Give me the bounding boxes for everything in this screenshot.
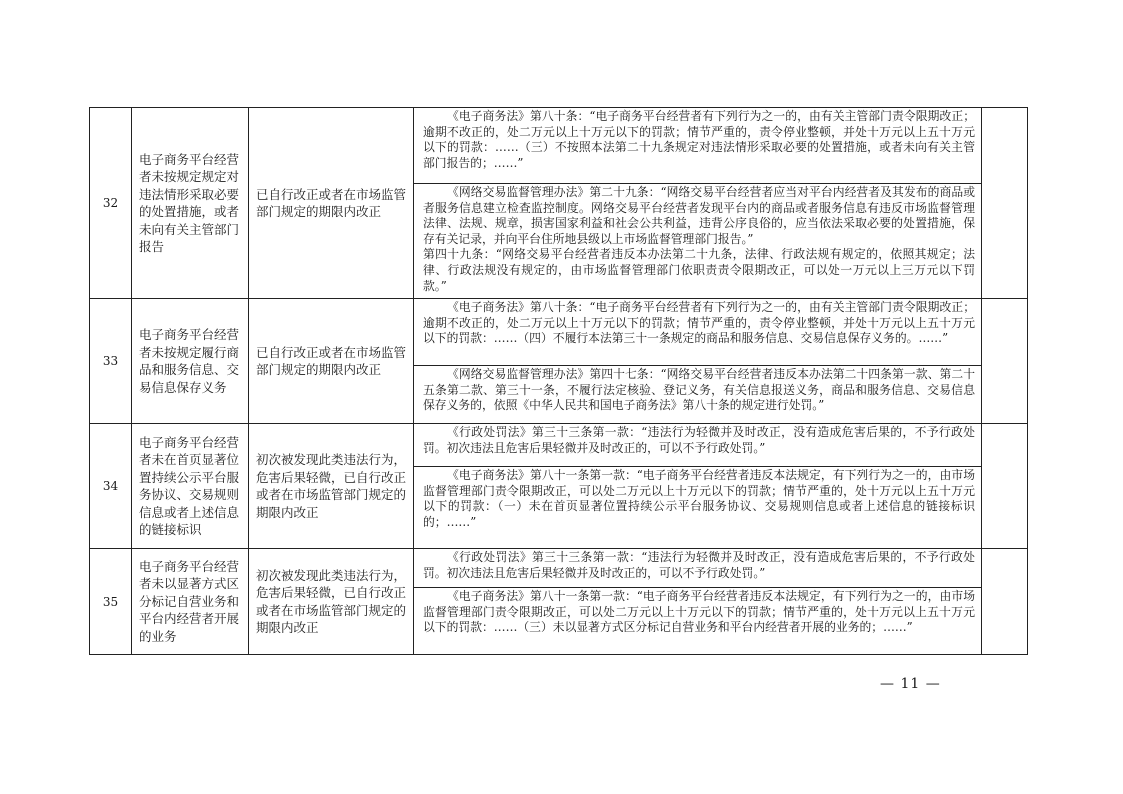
measures-table-container xyxy=(89,107,1027,655)
violation-cell xyxy=(132,108,249,299)
violation-cell xyxy=(132,299,249,424)
condition-cell xyxy=(249,108,414,299)
table-row xyxy=(90,424,1028,549)
remarks-cell xyxy=(982,108,1028,299)
condition-cell xyxy=(249,299,414,424)
condition-text: 初次被发现此类违法行为，危害后果轻微，已自行改正或者在市场监管部门规定的期限内改正 xyxy=(256,452,407,520)
table-row xyxy=(90,299,1028,424)
row-number: 33 xyxy=(90,299,132,424)
legal-basis-text: 《电子商务法》第八十条：“电子商务平台经营者有下列行为之一的，由有关主管部门责令限期改正；逾期不改正的，处二万元以上十万元以下的罚款；情节严重的，责令停业整顿，并处十万元以上五十万元以下的罚款：……（四）不履行本法第三十一条规定的商品和服务信息、交易信息保存义务的。……” xyxy=(423,300,975,346)
legal-basis-text: 《电子商务法》第八十一条第一款：“电子商务平台经营者违反本法规定，有下列行为之一的，由市场监督管理部门责令限期改正，可以处二万元以上十万元以下的罚款；情节严重的，处十万元以上五十万元以下的罚款：（一）未在首页显著位置持续公示平台服务协议、交易规则信息或者上述信息的链接标识的；……” xyxy=(423,468,975,529)
legal-basis-text: 《行政处罚法》第三十三条第一款：“违法行为轻微并及时改正，没有造成危害后果的，不予行政处罚。初次违法且危害后果轻微并及时改正的，可以不予行政处罚。” xyxy=(423,550,975,580)
condition-cell xyxy=(249,424,414,549)
page-number: — 11 — xyxy=(880,676,941,692)
legal-basis xyxy=(414,588,981,654)
violation-text: 电子商务平台经营者未按规定履行商品和服务信息、交易信息保存义务 xyxy=(139,327,240,395)
row-number: 34 xyxy=(90,424,132,549)
condition-text: 已自行改正或者在市场监管部门规定的期限内改正 xyxy=(256,344,407,377)
legal-basis xyxy=(414,108,981,184)
legal-basis-text: 第四十九条：“网络交易平台经营者违反本办法第二十九条，法律、行政法规有规定的，依照其规定；法律、行政法规没有规定的，由市场监督管理部门依职责责令限期改正，可以处一万元以上三万元以下罚款。” xyxy=(423,247,975,293)
remarks-cell xyxy=(982,424,1028,549)
legal-basis xyxy=(414,184,981,298)
measures-table xyxy=(89,107,1028,655)
legal-basis xyxy=(414,299,981,366)
condition-text: 初次被发现此类违法行为，危害后果轻微，已自行改正或者在市场监管部门规定的期限内改正 xyxy=(256,567,407,635)
legal-basis xyxy=(414,424,981,467)
remarks-cell xyxy=(982,299,1028,424)
legal-basis-text: 《电子商务法》第八十条：“电子商务平台经营者有下列行为之一的，由有关主管部门责令限期改正；逾期不改正的，处二万元以上十万元以下的罚款；情节严重的，责令停业整顿，并处十万元以上五十万元以下的罚款：……（三）不按照本法第二十九条规定对违法情形采取必要的处置措施，或者未向有关主管部门报告的；……” xyxy=(423,109,975,170)
violation-text: 电子商务平台经营者未按规定规定对违法情形采取必要的处置措施，或者未向有关主管部门报告 xyxy=(139,151,240,254)
remarks-cell xyxy=(982,549,1028,655)
legal-basis-text: 《电子商务法》第八十一条第一款：“电子商务平台经营者违反本法规定，有下列行为之一的，由市场监督管理部门责令限期改正，可以处二万元以上十万元以下的罚款；情节严重的，处十万元以上五十万元以下的罚款：……（三）未以显著方式区分标记自营业务和平台内经营者开展的业务的；……” xyxy=(423,589,975,635)
legal-basis-cell xyxy=(414,299,982,424)
violation-cell xyxy=(132,424,249,549)
table-row xyxy=(90,108,1028,299)
legal-basis-cell xyxy=(414,424,982,549)
legal-basis-text: 《行政处罚法》第三十三条第一款：“违法行为轻微并及时改正，没有造成危害后果的，不予行政处罚。初次违法且危害后果轻微并及时改正的，可以不予行政处罚。” xyxy=(423,425,975,455)
row-number: 32 xyxy=(90,108,132,299)
condition-text: 已自行改正或者在市场监管部门规定的期限内改正 xyxy=(256,186,407,219)
legal-basis-text: 《网络交易监督管理办法》第四十七条：“网络交易平台经营者违反本办法第二十四条第一款、第二十五条第二款、第三十一条，不履行法定核验、登记义务，有关信息报送义务，商品和服务信息、交易信息保存义务的，依照《中华人民共和国电子商务法》第八十条的规定进行处罚。” xyxy=(423,367,975,413)
row-number: 35 xyxy=(90,549,132,655)
legal-basis xyxy=(414,467,981,548)
legal-basis-cell xyxy=(414,549,982,655)
legal-basis-text: 《网络交易监督管理办法》第二十九条：“网络交易平台经营者应当对平台内经营者及其发布的商品或者服务信息建立检查监控制度。网络交易平台经营者发现平台内的商品或者服务信息有违反市场监督管理法律、法规、规章，损害国家利益和社会公共利益，违背公序良俗的，应当依法采取必要的处置措施，保存有关记录，并向平台住所地县级以上市场监督管理部门报告。” xyxy=(423,185,975,246)
legal-basis xyxy=(414,366,981,423)
violation-text: 电子商务平台经营者未在首页显著位置持续公示平台服务协议、交易规则信息或者上述信息的链接标识 xyxy=(139,434,240,537)
table-row xyxy=(90,549,1028,655)
legal-basis-cell xyxy=(414,108,982,299)
violation-cell xyxy=(132,549,249,655)
legal-basis xyxy=(414,549,981,588)
violation-text: 电子商务平台经营者未以显著方式区分标记自营业务和平台内经营者开展的业务 xyxy=(139,558,240,644)
condition-cell xyxy=(249,549,414,655)
